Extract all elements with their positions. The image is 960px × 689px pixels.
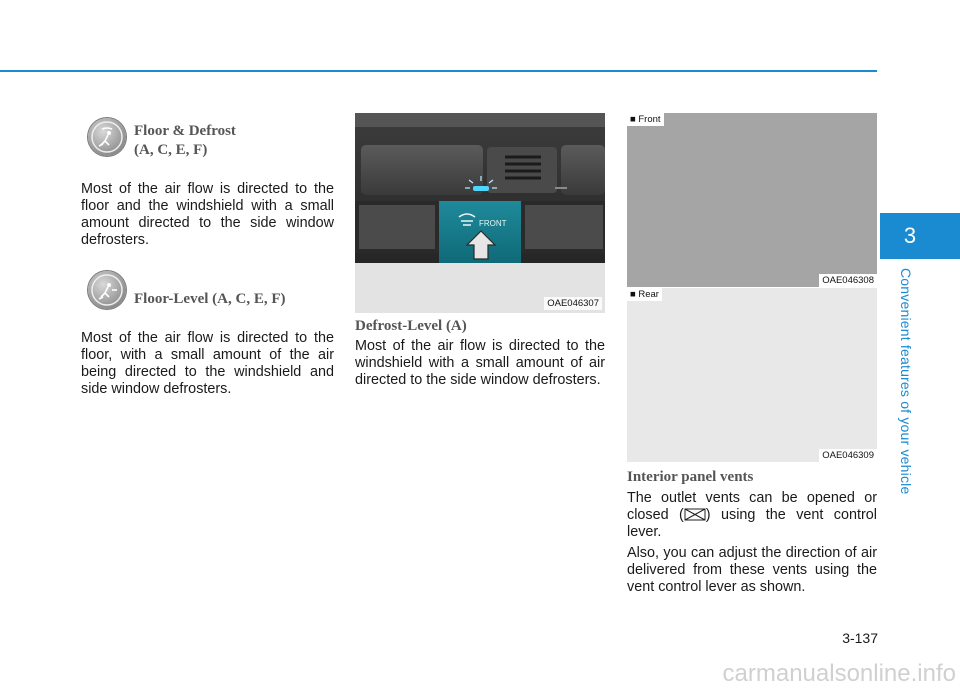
front-defrost-button-figure <box>355 113 605 313</box>
interior-vents-text-1 <box>627 490 877 541</box>
interior-vents-heading: Interior panel vents <box>627 469 754 485</box>
chapter-number: 3 <box>903 223 917 248</box>
header-rule <box>0 70 877 72</box>
figure-code: OAE046309 <box>819 449 877 462</box>
rear-tag: ■ Rear <box>627 288 662 301</box>
floor-defrost-mode-icon <box>88 118 126 156</box>
figure-code: OAE046308 <box>819 274 877 287</box>
vents-text-before: The outlet vents can be opened or closed ( <box>627 490 877 523</box>
floor-level-mode-icon <box>88 271 126 309</box>
page-number: 3-137 <box>842 630 878 646</box>
defrost-level-text: Most of the air flow is directed to the windshield with a small amount of air directed to the side window defrosters. <box>355 338 605 388</box>
interior-vents-text-2: Also, you can adjust the direction of air delivered from these vents using the vent control lever as shown. <box>627 545 877 595</box>
front-tag: ■ Front <box>627 113 664 126</box>
climate-panel-illustration <box>355 113 605 313</box>
floor-defrost-text: Most of the air flow is directed to the floor and the windshield with a small amount directed to the side window defrosters. <box>81 181 334 248</box>
figure-code: OAE046307 <box>544 297 602 310</box>
vents-text-after: ) using the vent control lever. <box>627 507 877 540</box>
watermark: carmanualsonline.info <box>722 660 956 687</box>
chapter-title-vertical <box>898 268 922 498</box>
defrost-level-heading: Defrost-Level (A) <box>355 318 467 334</box>
rear-vents-figure <box>627 288 877 462</box>
floor-level-heading: Floor-Level (A, C, E, F) <box>134 291 286 307</box>
svg-text:FRONT: FRONT <box>479 219 507 228</box>
vent-closed-icon <box>684 508 706 521</box>
chapter-title: Convenient features of your vehicle <box>898 268 914 495</box>
floor-level-text: Most of the air flow is directed to the floor, with a small amount of the air being directed to the windshield and side window defrosters. <box>81 330 334 397</box>
floor-defrost-heading: Floor & Defrost (A, C, E, F) <box>134 123 236 158</box>
front-vents-figure <box>627 113 877 287</box>
